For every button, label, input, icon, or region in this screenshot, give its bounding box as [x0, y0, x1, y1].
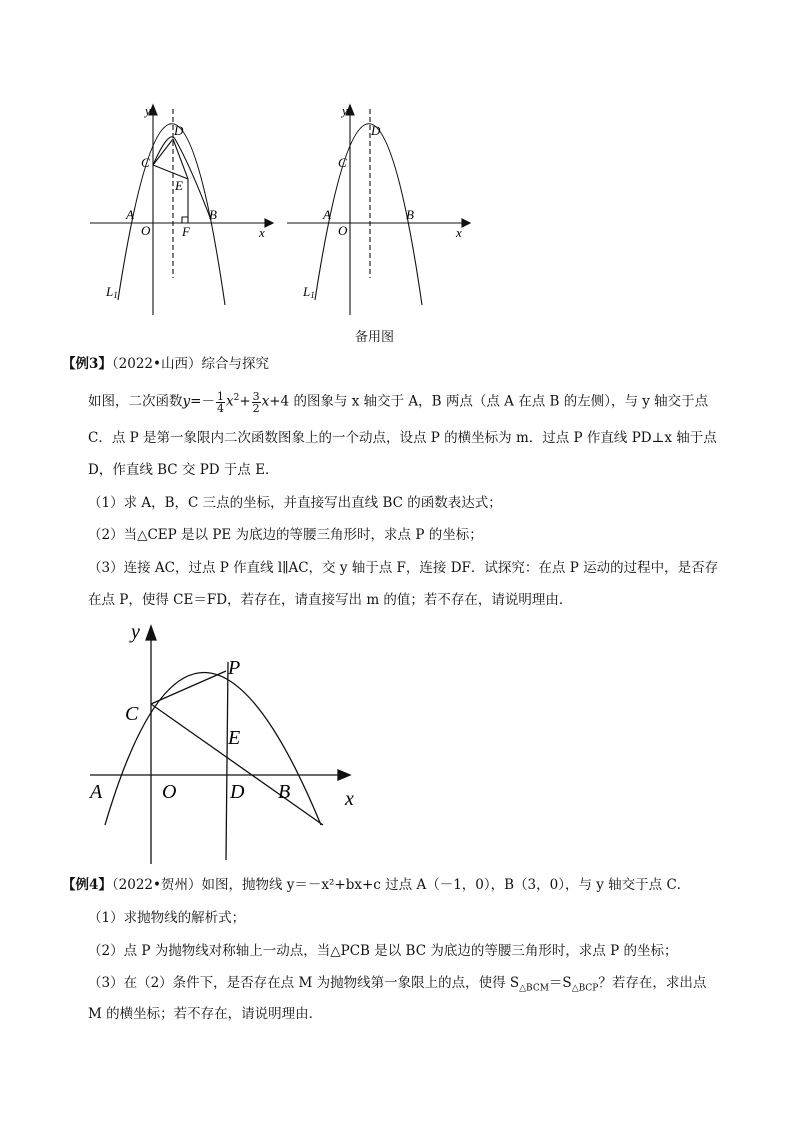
- example-4-question-3b: M 的横坐标；若不存在，请说明理由．: [88, 1006, 323, 1022]
- example-3-header: [62, 355, 269, 373]
- segment-ce: [153, 165, 188, 179]
- label-b: B: [209, 207, 217, 222]
- label-o: O: [338, 223, 348, 238]
- line-pd: [226, 662, 228, 860]
- line-bc: [151, 704, 323, 825]
- example-4-question-2: （2）点 P 为抛物线对称轴上一动点，当△PCB 是以 BC 为底边的等腰三角形时，求点 P 的坐标；: [88, 943, 678, 959]
- segment-cd: [153, 139, 173, 165]
- example-4-line-1: 【例4】（2022•贺州）如图，抛物线 y＝－x²+bx+c 过点 A（－1，0），B（3，0），与 y 轴交于点 C．: [62, 877, 691, 893]
- example-3-tag: 【例3】: [62, 356, 112, 372]
- label-d: D: [371, 123, 381, 138]
- example-3-question-1: （1）求 A，B，C 三点的坐标，并直接写出直线 BC 的函数表达式；: [88, 495, 502, 511]
- label-d: D: [174, 123, 184, 138]
- label-y: y: [342, 103, 348, 118]
- label-a: A: [90, 781, 103, 803]
- y-axis-arrow: [146, 626, 156, 640]
- label-c: C: [338, 155, 347, 170]
- example-3-question-3a: （3）连接 AC，过点 P 作直线 l∥AC，交 y 轴于点 F，连接 DF．试探究：在点 P 运动的过程中，是否存: [88, 560, 719, 576]
- label-y: y: [145, 103, 151, 118]
- x-axis-arrow: [462, 219, 470, 227]
- label-e: E: [228, 727, 241, 749]
- label-l: L1: [106, 284, 118, 300]
- fraction-one-quarter: $\frac{1}{4}$: [216, 389, 224, 415]
- label-d: D: [230, 781, 245, 803]
- example-4-question-3a: （3）在（2）条件下，是否存在点 M 为抛物线第一象限上的点，使得 $S_{\triangle BCM}=S_{\triangle BCP}$？若存在，求出点: [88, 975, 707, 994]
- label-f: F: [182, 224, 190, 239]
- label-o: O: [141, 223, 151, 238]
- x-axis-arrow: [338, 770, 350, 780]
- label-x: x: [259, 225, 265, 240]
- label-a: A: [126, 207, 134, 222]
- label-x: x: [345, 788, 354, 810]
- x-axis-arrow: [265, 219, 273, 227]
- fraction-three-halves: $\frac{3}{2}$: [252, 389, 260, 415]
- figure-2-caption: 备用图: [355, 330, 395, 345]
- example-3-question-3b: 在点 P，使得 CE＝FD，若存在，请直接写出 m 的值；若不存在，请说明理由．: [88, 592, 573, 608]
- figure-3: [85, 620, 375, 868]
- example-3-source: （2022•山西）综合与探究: [111, 356, 269, 372]
- label-b: B: [406, 207, 414, 222]
- right-angle-mark: [182, 217, 188, 223]
- label-c: C: [125, 703, 139, 725]
- label-o: O: [162, 781, 177, 803]
- example-4-question-1: （1）求抛物线的解析式；: [88, 910, 246, 926]
- figure-2: [282, 95, 477, 320]
- example-3-line-1: 如图，二次函数y=－ $\frac{1}{4}$ $x^2+$ $\frac{3}{2}$ x+4 的图象与 x 轴交于 A，B 两点（点 A 在点 B 的左侧），与 y 轴交于点: [88, 389, 709, 415]
- figure-1: [85, 95, 280, 320]
- label-a: A: [323, 207, 331, 222]
- example-3-line-3: D，作直线 BC 交 PD 于点 E．: [88, 462, 279, 478]
- label-p: P: [228, 657, 241, 679]
- example-3-line-2: C．点 P 是第一象限内二次函数图象上的一个动点，设点 P 的横坐标为 m．过点 P 作直线 PD⊥x 轴于点: [88, 430, 717, 446]
- label-l: L1: [303, 284, 315, 300]
- label-b: B: [278, 781, 291, 803]
- label-e: E: [175, 178, 183, 193]
- example-4-tag: 【例4】: [62, 877, 112, 893]
- example-3-question-2: （2）当△CEP 是以 PE 为底边的等腰三角形时，求点 P 的坐标；: [88, 527, 483, 543]
- label-y: y: [131, 621, 140, 643]
- label-c: C: [141, 155, 150, 170]
- label-x: x: [456, 225, 462, 240]
